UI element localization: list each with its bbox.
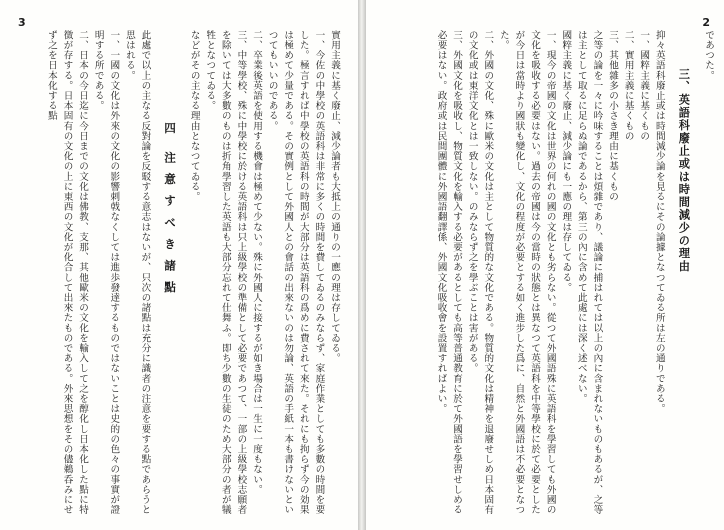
section-heading-3: 三、英語科廢止或は時間減少の理由 <box>677 68 692 273</box>
body-paragraph: 國粹主義に基く廢止、減少論にも一應の理は存してゐる。 <box>560 30 572 293</box>
body-paragraph: 此處で以上の主なる反對論を反駁する意志はないが、只次の諸點は充分に識者の注意を要する點であらうと思はれる。 <box>123 30 151 515</box>
list-item: 二、實用主義に基くもの <box>622 30 634 142</box>
list-item: 三、其他雜多の小さき理由に基くもの <box>607 30 619 202</box>
list-item: 一、國粹主義に基くもの <box>638 30 650 142</box>
section-heading-4: 四 注 意 す べ き 諸 點 <box>163 122 178 296</box>
page-number-left: 3 <box>18 16 26 29</box>
body-paragraph: 抑々英語科廢止或は時間減少論を見るにその論據となつてゐる所は左の通りである。 <box>653 30 665 414</box>
body-paragraph: 之等の論を一々に吟味することは煩雜であり、議論に捕はれては以上の內に含まれないものもあるが、之等は主として取るに足らぬ論であるから、第三の內に含めて此處には深く述べない。 <box>575 30 603 515</box>
body-paragraph: 三、中等學校、殊に中學校に於ける英語科は只上級學校の準備として必要であつて、一部の上級學校志願者を除いては大多數のものは折角學習した英語も大部分忘れて仕舞ふ。即ち少數の生徒のため大部分の者が犠牲となつてゐる。 <box>204 30 247 515</box>
body-paragraph: などがその主なる理由となつてゐる。 <box>188 30 200 202</box>
body-paragraph: 一、現今の帝國の文化は世界の何れの國の文化とも劣らない。從つて外國語殊に英語科を學習しても外國の文化を吸收する必要はない。過去の帝國は今の當時の狀態とは異なつて英語科を中等學校に於て必要としたが今日は當時より國狀も變化し、文化の程度が必要とする如く進步した爲に、自然と外國語は不必要となつた。 <box>497 30 556 515</box>
book-gutter <box>358 0 366 530</box>
body-paragraph: 實用主義に基く廢止、減少論者も大抵上の通りの一應の理は存してゐる。 <box>329 30 340 364</box>
body-paragraph: 一、一國の文化は外來の文化の影響刺戟なくしては進歩發達するものではないことは史的の色々の事實が證明する所である。 <box>92 30 120 515</box>
left-page-text <box>6 30 342 516</box>
body-paragraph: 二、外國の文化、殊に歐米の文化は主として物質的な文化である。物質的文化は精神を退廢せしめ日本固有の文化或は東洋文化とは一致しない。のみならず之を學ぶことは害がある。 <box>466 30 494 515</box>
body-paragraph: 二、日本の今日迄に今日までの文化は佛教、支那、其他歐米の文化を輸入して之を醇化し日本化した點に特徴が存する。日本固有の文化の上に東西の文化が化合して出來たものである。外來思想をその儘鵜呑みにせず之を日本化する點 <box>45 30 89 515</box>
page-number-right: 2 <box>702 16 710 29</box>
body-paragraph: 三、外國文化を吸收し、物質文化を輸入する必要があるとしても高等普通教育に於て外國語を學習せしめる必要はない。政府或は民間團體に外國語翻譯係、外國文化吸收會を設置すればよい。 <box>435 30 463 515</box>
body-paragraph: であつた。 <box>703 30 714 81</box>
body-paragraph: 二、卒業後英語を使用する機會は極めて少ない。殊に外國人に接するが如き場合は一生に一度もない。 <box>251 30 263 495</box>
right-page <box>366 0 724 530</box>
right-page-text <box>372 30 716 516</box>
body-paragraph: 一、今佐の中學校の英語科は非常に多くの時間を費してゐるのみならず、家庭作業としても多數の時間を要した。極言すれば中學校の英語科の時間が大部分は英語科の爲めに費されて來た。それにも拘らず今の効果は極めて少量である。その實例として外國人との會話の出來ないのは勿論、英語の手紙一本も書けないといつてもいいのである。 <box>266 30 325 515</box>
left-page <box>0 0 358 530</box>
